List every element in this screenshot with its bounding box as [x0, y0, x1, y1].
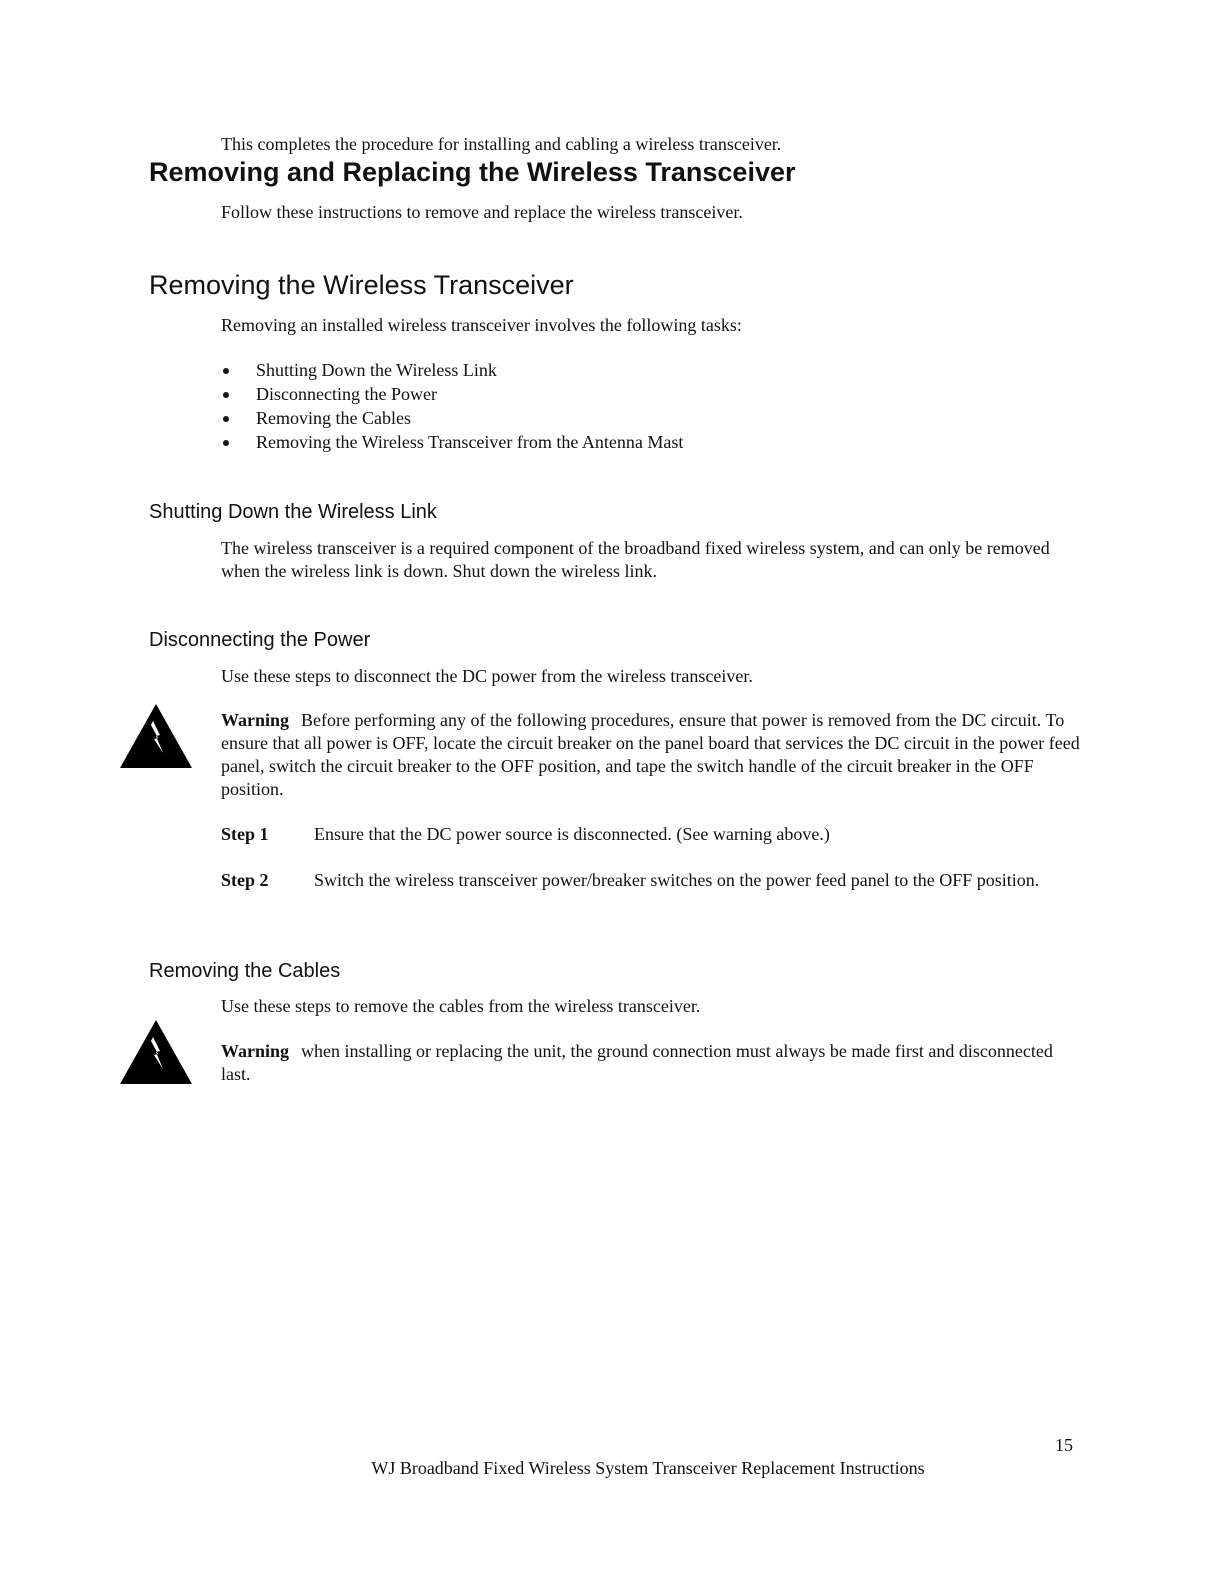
cables-warning [221, 1040, 1081, 1086]
warning-icon [119, 703, 193, 769]
power-heading: Disconnecting the Power [149, 629, 371, 651]
task-label: Removing the Wireless Transceiver from the Antenna Mast [256, 432, 684, 452]
task-label: Disconnecting the Power [256, 384, 437, 404]
power-warning [221, 709, 1081, 801]
cables-intro: Use these steps to remove the cables from the wireless transceiver. [221, 996, 701, 1016]
task-list [221, 359, 683, 455]
cables-heading: Removing the Cables [149, 960, 341, 982]
warning-text: Before performing any of the following procedures, ensure that power is removed from the DC circuit. To ensure that all power is OFF, locate the circuit breaker on the panel board that services the DC circuit in the power feed panel, switch the circuit breaker to the OFF position, and tape the switch handle of the circuit breaker in the OFF position. [221, 710, 1080, 799]
task-label: Shutting Down the Wireless Link [256, 360, 497, 380]
step-text: Ensure that the DC power source is disconnected. (See warning above.) [314, 824, 830, 844]
bullet-icon [223, 368, 229, 374]
subsection-intro: Removing an installed wireless transceiver involves the following tasks: [221, 315, 742, 335]
list-item [221, 431, 683, 455]
warning-text: when installing or replacing the unit, the ground connection must always be made first and disconnected last. [221, 1041, 1053, 1084]
bullet-icon [223, 392, 229, 398]
shutdown-heading: Shutting Down the Wireless Link [149, 501, 437, 523]
list-item [221, 407, 683, 431]
section-title: Removing and Replacing the Wireless Transceiver [149, 157, 796, 187]
footer-text: WJ Broadband Fixed Wireless System Transceiver Replacement Instructions [371, 1458, 925, 1478]
page-number: 15 [1055, 1435, 1073, 1455]
shutdown-text: The wireless transceiver is a required component of the broadband fixed wireless system, and can only be removed when the wireless link is down. Shut down the wireless link. [221, 538, 1050, 581]
intro-text: This completes the procedure for installing and cabling a wireless transceiver. [221, 134, 782, 154]
list-item [221, 383, 683, 407]
task-label: Removing the Cables [256, 408, 411, 428]
subsection-title: Removing the Wireless Transceiver [149, 270, 574, 300]
section-intro: Follow these instructions to remove and replace the wireless transceiver. [221, 202, 743, 222]
warning-label: Warning [221, 1041, 290, 1061]
warning-icon [119, 1019, 193, 1085]
warning-label: Warning [221, 710, 290, 730]
bullet-icon [223, 440, 229, 446]
power-intro: Use these steps to disconnect the DC power from the wireless transceiver. [221, 666, 753, 686]
list-item [221, 359, 683, 383]
step-label: Step 2 [221, 870, 269, 890]
step-text: Switch the wireless transceiver power/breaker switches on the power feed panel to the OFF position. [314, 870, 1040, 890]
step-label: Step 1 [221, 824, 269, 844]
bullet-icon [223, 416, 229, 422]
